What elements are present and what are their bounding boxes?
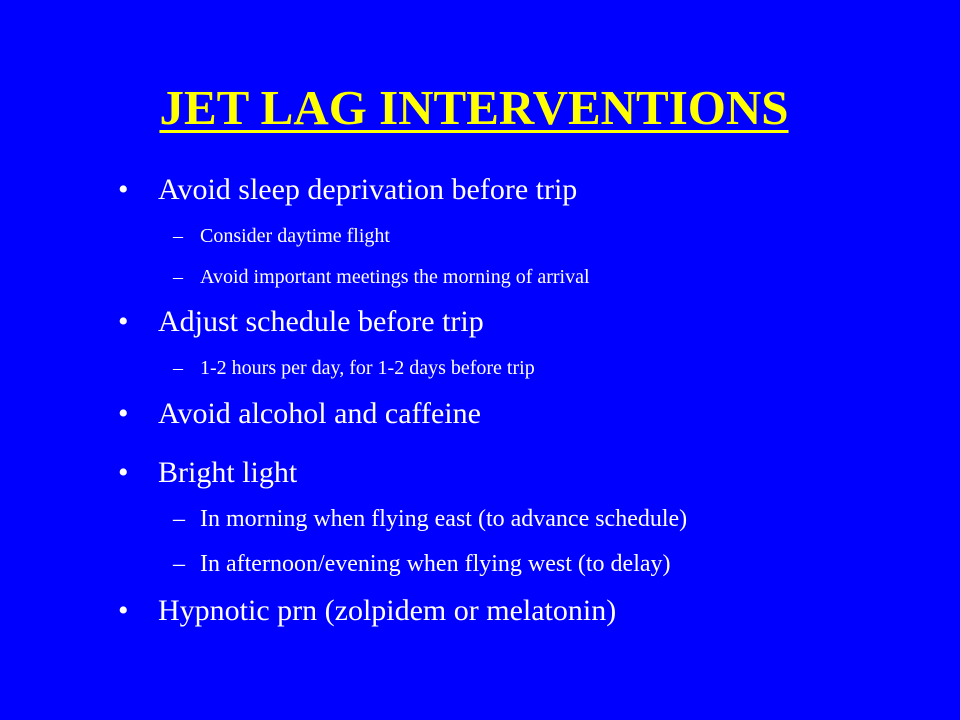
bullet-text: Avoid sleep deprivation before trip	[158, 173, 578, 206]
sub-bullet-text: 1-2 hours per day, for 1-2 days before trip	[200, 357, 535, 379]
sub-bullet-item	[173, 222, 390, 250]
sub-bullet-item	[173, 505, 687, 533]
dash-icon: –	[173, 551, 185, 577]
sub-bullet-text: In morning when flying east (to advance schedule)	[200, 506, 688, 532]
bullet-text: Avoid alcohol and caffeine	[158, 397, 481, 430]
sub-bullet-text: Avoid important meetings the morning of arrival	[200, 266, 590, 288]
dash-icon: –	[173, 506, 185, 532]
sub-bullet-text: In afternoon/evening when flying west (to delay)	[200, 551, 671, 577]
slide-title: JET LAG INTERVENTIONS	[159, 80, 789, 135]
dash-icon: –	[173, 266, 183, 288]
sub-bullet-text: Consider daytime flight	[200, 225, 390, 247]
bullet-icon: •	[118, 305, 129, 338]
sub-bullet-item	[173, 354, 535, 382]
bullet-item	[118, 172, 577, 208]
bullet-text: Hypnotic prn (zolpidem or melatonin)	[158, 594, 617, 627]
bullet-item	[118, 396, 481, 432]
sub-bullet-item	[173, 550, 671, 578]
dash-icon: –	[173, 357, 183, 379]
bullet-text: Adjust schedule before trip	[158, 305, 484, 338]
bullet-item	[118, 455, 297, 491]
dash-icon: –	[173, 225, 183, 247]
sub-bullet-item	[173, 263, 590, 291]
bullet-icon: •	[118, 456, 129, 489]
bullet-icon: •	[118, 173, 129, 206]
bullet-item	[118, 593, 616, 629]
bullet-icon: •	[118, 594, 129, 627]
bullet-text: Bright light	[158, 456, 298, 489]
bullet-item	[118, 304, 484, 340]
bullet-icon: •	[118, 397, 129, 430]
